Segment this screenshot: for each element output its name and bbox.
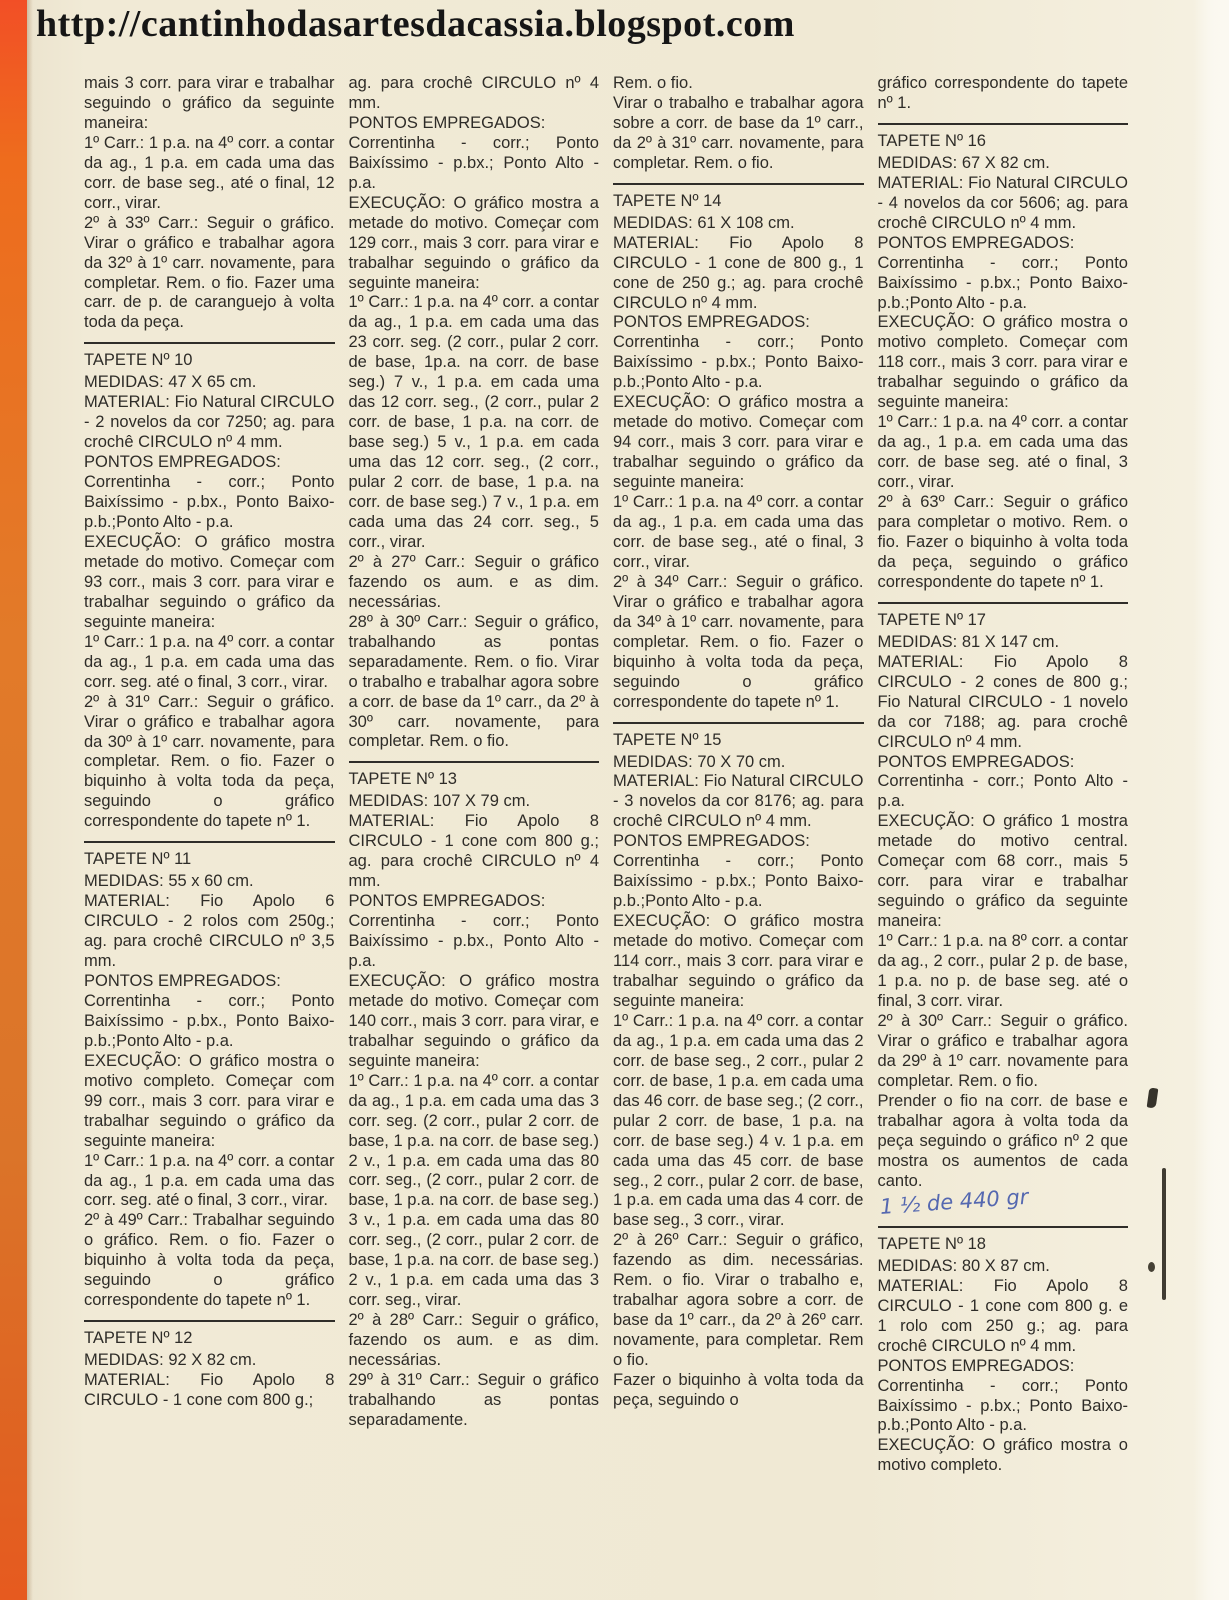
body-paragraph: mais 3 corr. para virar e trabalhar seguindo o gráfico da seguinte maneira: xyxy=(84,74,335,132)
body-paragraph: MEDIDAS: 81 X 147 cm. xyxy=(877,632,1060,651)
body-paragraph: 2º à 26º Carr.: Seguir o gráfico, fazendo as dim. necessárias. Rem. o fio. Virar o trabalho e, trabalhar agora sobre a corr. de base da 1º carr., da 2º à 26º carr. novamente, para completar. Rem o fio. xyxy=(613,1231,864,1370)
body-paragraph: MEDIDAS: 80 X 87 cm. xyxy=(877,1256,1050,1275)
body-paragraph: 1º Carr.: 1 p.a. na 4º corr. a contar da ag., 1 p.a. em cada uma das corr. seg. até o final, 3 corr., virar. xyxy=(84,1151,335,1210)
text-column-2 xyxy=(349,74,600,1431)
body-paragraph: EXECUÇÃO: O gráfico mostra o motivo completo. Começar com 99 corr., mais 3 corr. para virar e trabalhar seguindo o gráfico da seguinte maneira: xyxy=(84,1051,335,1150)
body-paragraph: 2º à 30º Carr.: Seguir o gráfico. Virar o gráfico e trabalhar agora da 29º à 1º carr. novamente para completar. Rem. o fio. xyxy=(877,1011,1128,1090)
body-paragraph: Virar o trabalho e trabalhar agora sobre a corr. de base da 1º carr., da 2º à 31º carr. novamente, para completar. Rem. o fio. xyxy=(613,93,864,172)
watermark-url: http://cantinhodasartesdacassia.blogspot.com xyxy=(36,3,795,45)
body-paragraph: EXECUÇÃO: O gráfico mostra o motivo completo. Começar com 118 corr., mais 3 corr. para virar e trabalhar seguindo o gráfico da seguinte maneira: xyxy=(877,313,1128,412)
body-paragraph: Correntinha - corr.; Ponto Baixíssimo - p.bx., Ponto Baixo- p.b.;Ponto Alto - p.a. xyxy=(84,473,335,532)
body-paragraph: MATERIAL: Fio Apolo 8 CIRCULO - 1 cone de 800 g., 1 cone de 250 g.; ag. para crochê CIRCULO nº 4 mm. xyxy=(613,233,864,312)
body-paragraph: 1º Carr.: 1 p.a. na 4º corr. a contar da ag., 1 p.a. em cada uma das 3 corr. seg. (2 corr., pular 2 corr. de base, 1 p.a. na corr. de base seg.) 2 v., 1 p.a. em cada uma das 80 corr. seg., (2 corr., pular 2 corr. de base, 1 p.a. na corr. de base seg.) 3 v., 1 p.a. em cada uma das 80 corr. seg., (2 corr., pular 2 corr. de base, 1 p.a. na corr. de base seg.) 2 v., 1 p.a. em cada uma das 3 corr. seg., virar. xyxy=(348,1071,599,1310)
body-paragraph: MATERIAL: Fio Apolo 8 CIRCULO - 1 cone com 800 g.; xyxy=(84,1371,335,1410)
body-paragraph: ag. para crochê CIRCULO nº 4 mm. xyxy=(348,74,599,112)
tapete-section-heading: TAPETE Nº 17 xyxy=(878,602,1129,631)
body-paragraph: 2º à 34º Carr.: Seguir o gráfico. Virar o gráfico e trabalhar agora da 34º à 1º carr. novamente, para completar. Rem. o fio. Fazer o biquinho à volta toda da peça, seguindo o gráfico correspondente do tapete nº 1. xyxy=(613,572,864,711)
body-paragraph: 2º à 27º Carr.: Seguir o gráfico fazendo os aum. e as dim. necessárias. xyxy=(348,552,599,611)
body-paragraph: 1º Carr.: 1 p.a. na 8º corr. a contar da ag., 2 corr., pular 2 p. de base, 1 p.a. no p. de base seg. até o final, 3 corr. virar. xyxy=(877,932,1128,1010)
body-paragraph: Correntinha - corr.; Ponto Baixíssimo - p.bx.; Ponto Baixo- p.b.;Ponto Alto - p.a. xyxy=(877,253,1128,312)
body-paragraph: PONTOS EMPREGADOS: xyxy=(613,313,810,332)
body-paragraph: EXECUÇÃO: O gráfico mostra metade do motivo. Começar com 114 corr., mais 3 corr. para virar e trabalhar seguindo o gráfico da seguinte maneira: xyxy=(613,912,864,1010)
body-paragraph: Correntinha - corr.; Ponto Baixíssimo - p.bx.; Ponto Baixo- p.b.;Ponto Alto - p.a. xyxy=(613,852,864,911)
book-spine-edge xyxy=(0,0,27,1600)
body-paragraph: EXECUÇÃO: O gráfico 1 mostra metade do motivo central. Começar com 68 corr., mais 5 corr. para virar e trabalhar seguindo o gráfico da seguinte maneira: xyxy=(877,812,1128,931)
tapete-section-heading: TAPETE Nº 11 xyxy=(84,841,335,870)
tapete-section-heading: TAPETE Nº 12 xyxy=(84,1320,335,1349)
body-paragraph: EXECUÇÃO: O gráfico mostra a metade do motivo. Começar com 94 corr., mais 3 corr. para virar e trabalhar seguindo o gráfico da seguinte maneira: xyxy=(613,393,864,492)
body-paragraph: Correntinha - corr.; Ponto Baixíssimo - p.bx.; Ponto Baixo- p.b.;Ponto Alto - p.a. xyxy=(613,333,864,392)
body-paragraph: PONTOS EMPREGADOS: xyxy=(877,233,1075,252)
text-column-4 xyxy=(878,74,1129,1476)
tapete-section-heading: TAPETE Nº 18 xyxy=(878,1226,1129,1255)
body-paragraph: PONTOS EMPREGADOS: xyxy=(613,832,810,851)
body-paragraph: PONTOS EMPREGADOS: xyxy=(877,752,1075,771)
body-paragraph: 2º à 49º Carr.: Trabalhar seguindo o gráfico. Rem. o fio. Fazer o biquinho à volta toda da peça, seguindo o gráfico correspondente do tapete nº 1. xyxy=(84,1211,335,1310)
article-columns xyxy=(84,74,1128,1476)
body-paragraph: gráfico correspondente do tapete nº 1. xyxy=(877,74,1128,112)
body-paragraph: MATERIAL: Fio Natural CIRCULO - 4 novelos da cor 5606; ag. para crochê CIRCULO nº 4 mm. xyxy=(877,173,1128,232)
body-paragraph: EXECUÇÃO: O gráfico mostra a metade do motivo. Começar com 129 corr., mais 3 corr. para virar e trabalhar seguindo o gráfico da seguinte maneira: xyxy=(348,193,599,292)
body-paragraph: 2º à 33º Carr.: Seguir o gráfico. Virar o gráfico e trabalhar agora da 32º à 1º carr. novamente, para completar. Rem. o fio. Fazer uma carr. de p. de caranguejo à volta toda da peça. xyxy=(84,213,335,332)
body-paragraph: Correntinha - corr.; Ponto Baixíssimo - p.bx.; Ponto Baixo- p.b.;Ponto Alto - p.a. xyxy=(877,1376,1128,1435)
body-paragraph: 1º Carr.: 1 p.a. na 4º corr. a contar da ag., 1 p.a. em cada uma das corr. de base seg. até o final, 3 corr., virar. xyxy=(877,413,1128,492)
body-paragraph: EXECUÇÃO: O gráfico mostra metade do motivo. Começar com 140 corr., mais 3 corr. para virar, e trabalhar seguindo o gráfico da seguinte maneira: xyxy=(348,971,599,1070)
body-paragraph: MEDIDAS: 70 X 70 cm. xyxy=(613,752,786,771)
body-paragraph: PONTOS EMPREGADOS: xyxy=(84,971,281,990)
body-paragraph: 2º à 28º Carr.: Seguir o gráfico, fazendo os aum. e as dim. necessárias. xyxy=(348,1311,599,1370)
body-paragraph: MEDIDAS: 55 x 60 cm. xyxy=(84,872,254,891)
body-paragraph: Rem. o fio. xyxy=(613,74,693,92)
body-paragraph: MATERIAL: Fio Apolo 8 CIRCULO - 1 cone com 800 g. e 1 rolo com 250 g.; ag. para crochê CIRCULO nº 4 mm. xyxy=(877,1276,1128,1355)
body-paragraph: MEDIDAS: 61 X 108 cm. xyxy=(613,213,795,232)
body-paragraph: MEDIDAS: 67 X 82 cm. xyxy=(877,153,1050,172)
body-paragraph: MATERIAL: Fio Apolo 8 CIRCULO - 1 cone com 800 g.; ag. para crochê CIRCULO nº 4 mm. xyxy=(348,812,599,891)
body-paragraph: PONTOS EMPREGADOS: xyxy=(348,113,546,132)
body-paragraph: MATERIAL: Fio Natural CIRCULO - 2 novelos da cor 7250; ag. para crochê CIRCULO nº 4 mm. xyxy=(84,393,335,452)
body-paragraph: Prender o fio na corr. de base e trabalhar agora à volta toda da peça seguindo o gráfico nº 2 que mostra os aumentos de cada canto. xyxy=(877,1091,1128,1190)
body-paragraph: MEDIDAS: 47 X 65 cm. xyxy=(84,373,257,392)
body-paragraph: 1º Carr.: 1 p.a. na 4º corr. a contar da ag., 1 p.a. em cada uma das 23 corr. seg. (2 corr., pular 2 corr. de base, 1p.a. na corr. de base seg.) 7 v., 1 p.a. em cada uma das 12 corr. seg., (2 corr., pular 2 corr. de base, 1 p.a. na corr. de base seg.) 5 v., 1 p.a. em cada uma das 12 corr. seg., (2 corr., pular 2 corr. de base, 1 p.a. na corr. de base seg.) 7 v., 1 p.a. em cada uma das 24 corr. seg., 5 corr., virar. xyxy=(348,293,599,551)
body-paragraph: 29º à 31º Carr.: Seguir o gráfico trabalhando as pontas separadamente. xyxy=(348,1371,599,1429)
text-column-1 xyxy=(84,74,335,1411)
body-paragraph: MATERIAL: Fio Apolo 6 CIRCULO - 2 rolos com 250g.; ag. para crochê CIRCULO nº 3,5 mm. xyxy=(84,892,335,971)
tapete-section-heading: TAPETE Nº 16 xyxy=(878,123,1129,152)
body-paragraph: Correntinha - corr.; Ponto Baixíssimo - p.bx., Ponto Alto - p.a. xyxy=(348,912,599,970)
scan-artifact xyxy=(1147,1087,1159,1108)
body-paragraph: 2º à 31º Carr.: Seguir o gráfico. Virar o gráfico e trabalhar agora da 30º à 1º carr. novamente, para completar. Rem. o fio. Fazer o biquinho à volta toda da peça, seguindo o gráfico correspondente do tapete nº 1. xyxy=(84,692,335,831)
body-paragraph: 2º à 63º Carr.: Seguir o gráfico para completar o motivo. Rem. o fio. Fazer o biquinho à volta toda da peça, seguindo o gráfico correspondente do tapete nº 1. xyxy=(877,493,1128,591)
handwritten-note: 1 ½ de 440 gr xyxy=(878,1185,1029,1220)
body-paragraph: 1º Carr.: 1 p.a. na 4º corr. a contar da ag., 1 p.a. em cada uma das corr. de base seg., até o final, 12 corr., virar. xyxy=(84,133,335,212)
body-paragraph: EXECUÇÃO: O gráfico mostra metade do motivo. Começar com 93 corr., mais 3 corr. para virar e trabalhar seguindo o gráfico da seguinte maneira: xyxy=(84,532,335,631)
tapete-section-heading: TAPETE Nº 14 xyxy=(613,183,864,212)
body-paragraph: MATERIAL: Fio Natural CIRCULO - 3 novelos da cor 8176; ag. para crochê CIRCULO nº 4 mm. xyxy=(613,772,864,831)
body-paragraph: MEDIDAS: 92 X 82 cm. xyxy=(84,1351,257,1370)
body-paragraph: 1º Carr.: 1 p.a. na 4º corr. a contar da ag., 1 p.a. em cada uma das corr. seg. até o final, 3 corr., virar. xyxy=(84,632,335,691)
body-paragraph: Correntinha - corr.; Ponto Baixíssimo - p.bx., Ponto Baixo- p.b.;Ponto Alto - p.a. xyxy=(84,991,335,1050)
scan-artifact xyxy=(1148,1262,1155,1272)
body-paragraph: EXECUÇÃO: O gráfico mostra o motivo completo. xyxy=(877,1436,1128,1475)
tapete-section-heading: TAPETE Nº 10 xyxy=(84,342,335,371)
body-paragraph: Correntinha - corr.; Ponto Alto - p.a. xyxy=(877,772,1128,811)
body-paragraph: 28º à 30º Carr.: Seguir o gráfico, trabalhando as pontas separadamente. Rem. o fio. Virar o trabalho e trabalhar agora sobre a corr. de base da 1º carr., da 2º à 30º carr. novamente, para completar. Rem. o fio. xyxy=(348,612,599,751)
text-column-3 xyxy=(613,74,864,1411)
body-paragraph: PONTOS EMPREGADOS: xyxy=(348,892,546,911)
body-paragraph: Fazer o biquinho à volta toda da peça, seguindo o xyxy=(613,1371,864,1409)
page-right-margin xyxy=(1195,0,1229,1600)
body-paragraph: PONTOS EMPREGADOS: xyxy=(877,1356,1075,1375)
body-paragraph: Correntinha - corr.; Ponto Baixíssimo - p.bx.; Ponto Alto - p.a. xyxy=(348,133,599,192)
body-paragraph: MATERIAL: Fio Apolo 8 CIRCULO - 2 cones de 800 g.; Fio Natural CIRCULO - 1 novelo da cor 7188; ag. para crochê CIRCULO nº 4 mm. xyxy=(877,652,1128,751)
body-paragraph: PONTOS EMPREGADOS: xyxy=(84,453,281,472)
body-paragraph: 1º Carr.: 1 p.a. na 4º corr. a contar da ag., 1 p.a. em cada uma das 2 corr. de base seg., 2 corr., pular 2 corr. de base, 1 p.a. em cada uma das 46 corr. de base seg.; (2 corr., pular 2 corr. de base, 1 p.a. na corr. de base seg.) 4 v. 1 p.a. em cada uma das 45 corr. de base seg., 2 corr., pular 2 corr. de base, 1 p.a. em cada uma das 4 corr. de base seg., 3 corr., virar. xyxy=(613,1011,864,1230)
body-paragraph: MEDIDAS: 107 X 79 cm. xyxy=(348,792,531,811)
scan-artifact xyxy=(1162,1168,1166,1300)
tapete-section-heading: TAPETE Nº 15 xyxy=(613,722,864,751)
tapete-section-heading: TAPETE Nº 13 xyxy=(349,761,600,790)
body-paragraph: 1º Carr.: 1 p.a. na 4º corr. a contar da ag., 1 p.a. em cada uma das corr. de base seg., até o final, 3 corr., virar. xyxy=(613,493,864,571)
